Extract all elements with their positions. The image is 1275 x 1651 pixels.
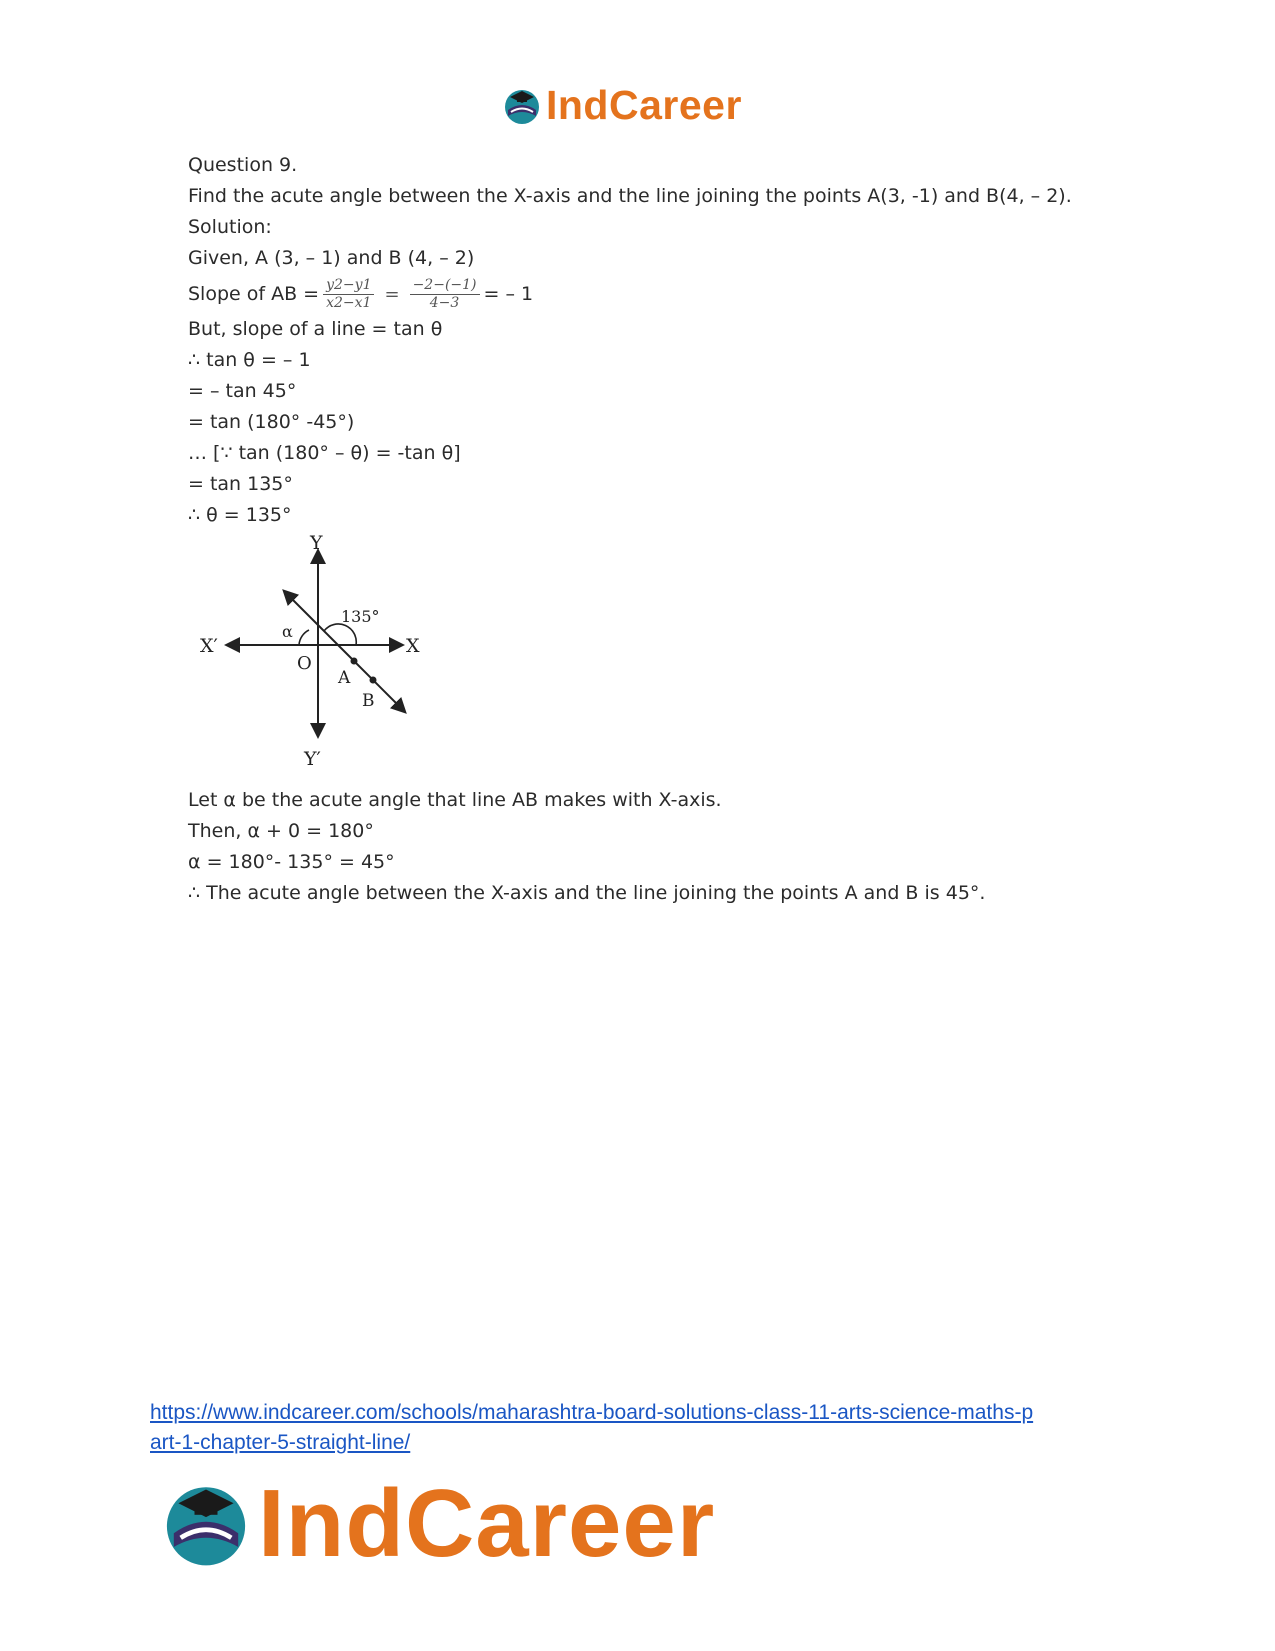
- fraction-numerator: y2−y1: [323, 277, 374, 295]
- source-link-line2[interactable]: art-1-chapter-5-straight-line/: [150, 1431, 411, 1454]
- label-angle: 135°: [341, 607, 380, 626]
- source-link[interactable]: [150, 1398, 1150, 1458]
- equals-sign: =: [384, 283, 400, 305]
- alpha-arc: [299, 630, 309, 645]
- solution-step: But, slope of a line = tan θ: [188, 318, 443, 340]
- label-origin: O: [297, 653, 312, 674]
- solution-step: = – tan 45°: [188, 380, 297, 402]
- footer-logo: [160, 1469, 715, 1579]
- point-a: [351, 658, 358, 665]
- header-logo: [502, 82, 742, 129]
- solution-body: [188, 150, 1148, 531]
- slope-formula-fraction: [323, 277, 374, 312]
- globe-graduation-cap-icon: [502, 86, 542, 126]
- slope-prefix: Slope of AB =: [188, 282, 320, 305]
- label-x: X: [406, 635, 420, 657]
- line-ab: [285, 592, 338, 645]
- solution-step: = tan 135°: [188, 473, 293, 495]
- label-x-prime: X′: [200, 635, 218, 657]
- solution-step: … [∵ tan (180° – θ) = -tan θ]: [188, 442, 461, 464]
- question-number: Question 9.: [188, 154, 298, 176]
- slope-line: [188, 274, 1148, 314]
- conclusion-line: α = 180°- 135° = 45°: [188, 851, 395, 873]
- conclusion-line: ∴ The acute angle between the X-axis and the line joining the points A and B is 45°.: [188, 882, 986, 904]
- label-y-prime: Y′: [304, 748, 321, 770]
- logo-text: IndCareer: [546, 82, 742, 128]
- conclusion-line: Let α be the acute angle that line AB makes with X-axis.: [188, 789, 722, 811]
- solution-step: ∴ θ = 135°: [188, 504, 292, 526]
- label-alpha: α: [282, 622, 293, 641]
- conclusion-line: Then, α + 0 = 180°: [188, 820, 374, 842]
- slope-result: = – 1: [483, 282, 534, 305]
- fraction-numerator: −2−(−1): [410, 277, 480, 295]
- solution-step: ∴ tan θ = – 1: [188, 349, 311, 371]
- globe-graduation-cap-icon: [160, 1478, 252, 1570]
- solution-label: Solution:: [188, 216, 272, 238]
- label-a: A: [338, 668, 351, 688]
- angle-diagram: [196, 530, 446, 780]
- source-link-line1[interactable]: https://www.indcareer.com/schools/maharashtra-board-solutions-class-11-arts-science-maths-p: [150, 1401, 1034, 1424]
- solution-step: = tan (180° -45°): [188, 411, 355, 433]
- logo-text: IndCareer: [258, 1470, 716, 1577]
- label-y: Y: [310, 532, 323, 554]
- fraction-denominator: 4−3: [429, 294, 460, 311]
- given-line: Given, A (3, – 1) and B (4, – 2): [188, 247, 475, 269]
- point-b: [370, 677, 377, 684]
- fraction-denominator: x2−x1: [326, 294, 372, 311]
- solution-conclusion: [188, 785, 1148, 909]
- label-b: B: [362, 691, 375, 711]
- question-text: Find the acute angle between the X-axis and the line joining the points A(3, -1) and B(4, – 2).: [188, 185, 1072, 207]
- slope-value-fraction: [410, 277, 480, 312]
